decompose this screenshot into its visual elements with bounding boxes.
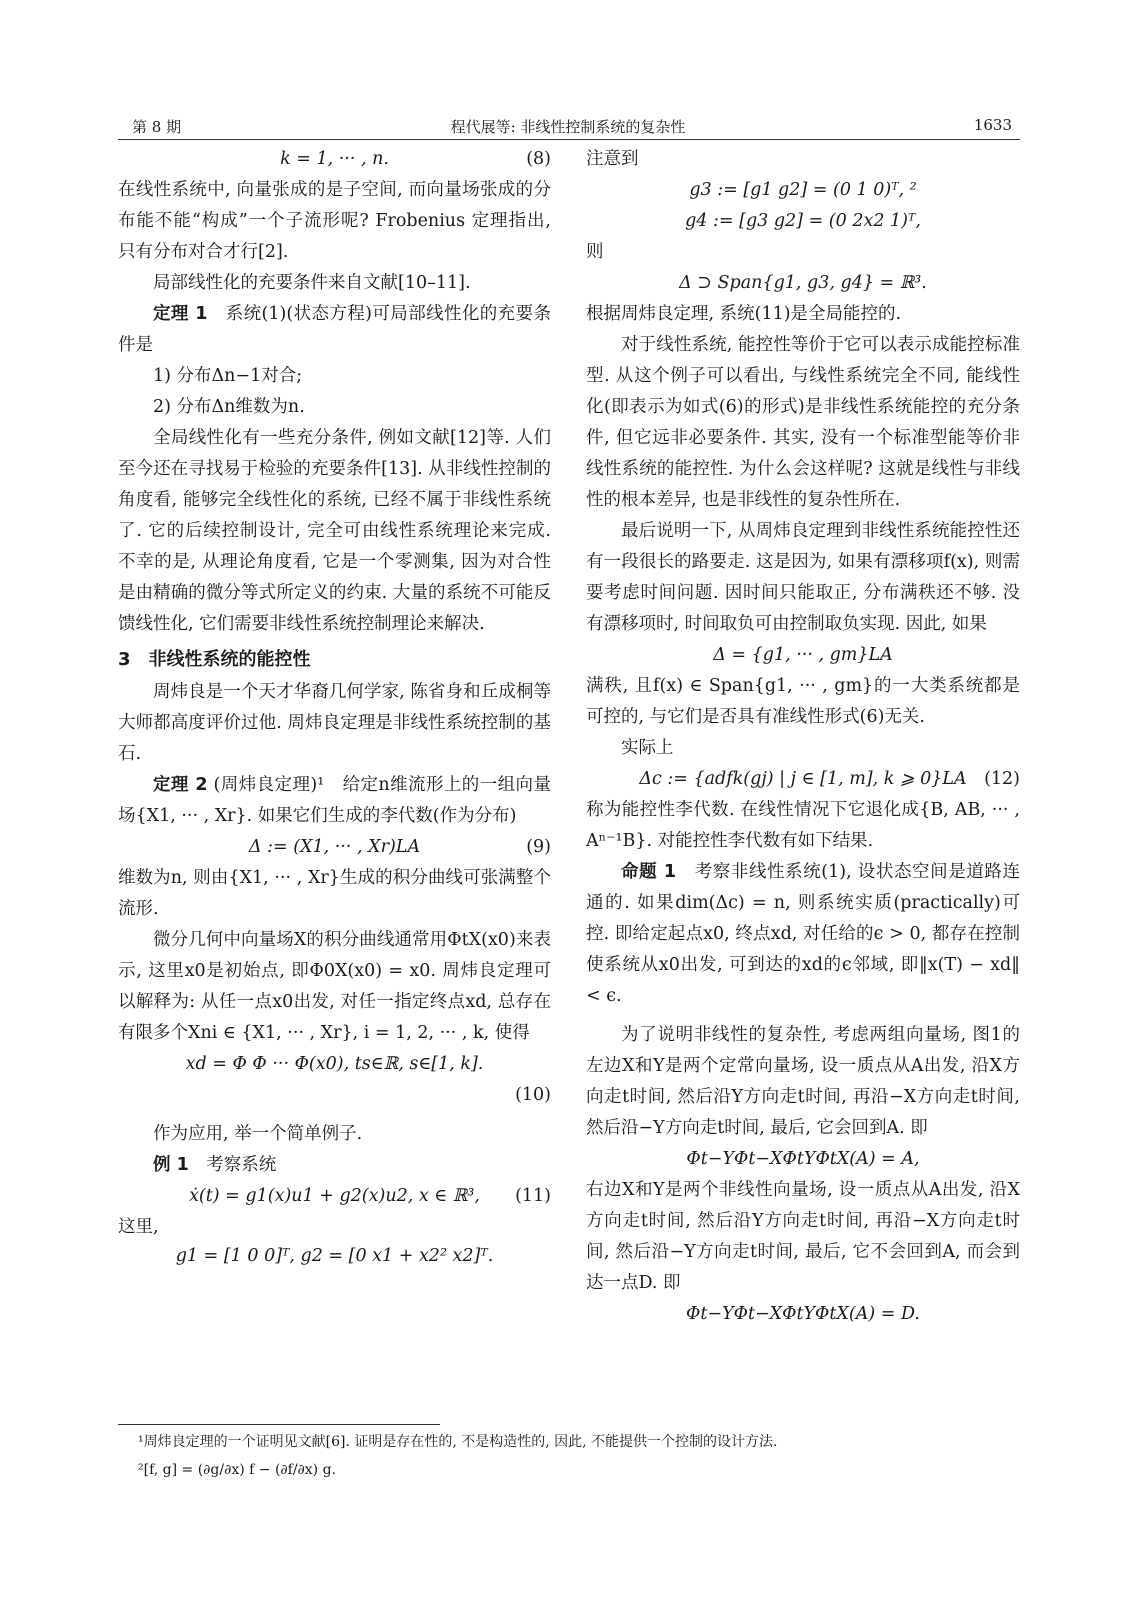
paragraph: 全局线性化有一些充分条件, 例如文献[12]等. 人们至今还在寻找易于检验的充要条件[13]. 从非线性控制的角度看, 能够完全线性化的系统, 已经不属于非线性系统了. 它的后续控制设计, 完全可由线性系统理论来完成. 不幸的是, 从理论角度看, 它是一个零测集, 因为对合性是由精确的微分等式所定义的约束. 大量的系统不可能反馈线性化, 它们需要非线性系统控制理论来解决. <box>118 428 551 634</box>
equation-10-number: (10) <box>515 1085 551 1105</box>
equation-10: xd = Φ Φ ··· Φ(x0), ts∈ℝ, s∈[1, k]. <box>185 1054 484 1074</box>
paragraph: 微分几何中向量场X的积分曲线通常用ΦtX(x0)来表示, 这里x0是初始点, 即Φ0X(x0) = x0. 周炜良定理可以解释为: 从任一点x0出发, 对任一指定终点xd, 总存在有限多个Xni ∈ {X1, ··· , Xr}, i = 1, 2, ··· , k, 使得 <box>118 930 551 1043</box>
equation-9: Δ := (X1, ··· , Xr)LA (9) <box>248 837 551 857</box>
page-number: 1633 <box>973 116 1012 134</box>
equation-span: Δ ⊃ Span{g1, g3, g4} = ℝ³. <box>679 273 927 293</box>
issue-number: 第 8 期 <box>132 118 182 136</box>
paragraph: 称为能控性李代数. 在线性情况下它退化成{B, AB, ··· , Aⁿ⁻¹B}. 对能控性李代数有如下结果. <box>586 800 1020 851</box>
footnote-1: ¹周炜良定理的一个证明见文献[6]. 证明是存在性的, 不是构造性的, 因此, 不能提供一个控制的设计方法. <box>138 1434 778 1450</box>
running-title: 程代展等: 非线性控制系统的复杂性 <box>450 118 686 136</box>
paragraph: 在线性系统中, 向量张成的是子空间, 而向量场张成的分布能不能“构成”一个子流形呢? Frobenius 定理指出, 只有分布对合才行[2]. <box>118 180 551 262</box>
section-heading: 3 非线性系统的能控性 <box>118 649 311 670</box>
right-column <box>586 144 1020 1330</box>
proposition-1: 命题 1 考察非线性系统(1), 设状态空间是道路连通的. 如果dim(Δc) = n, 则系统实质(practically)可控. 即给定起点x0, 终点xd, 对任给的ϵ > 0, 都存在控制使系统从x0出发, 可到达的xd的ϵ邻域, 即‖x(T) − xd‖ < ϵ. <box>586 862 1020 1006</box>
equation-delta: Δ = {g1, ··· , gm}LA <box>713 645 893 665</box>
proposition-label: 命题 1 <box>621 862 677 882</box>
paragraph: 根据周炜良定理, 系统(11)是全局能控的. <box>586 304 902 324</box>
equation-8: k = 1, ··· , n. (8) <box>280 149 551 169</box>
paragraph: 作为应用, 举一个简单例子. <box>153 1124 363 1144</box>
equation-g3: g3 := [g1 g2] = (0 1 0)ᵀ, ² <box>689 180 917 200</box>
paragraph: 则 <box>586 242 604 262</box>
theorem-2: 定理 2 (周炜良定理)¹ 给定n维流形上的一组向量场{X1, ··· , Xr}. 如果它们生成的李代数(作为分布) <box>118 775 551 826</box>
paragraph: 这里, <box>118 1217 159 1237</box>
footnote-2: ²[f, g] = (∂g/∂x) f − (∂f/∂x) g. <box>138 1462 337 1478</box>
equation-return-a: Φt−YΦt−XΦtYΦtX(A) = A, <box>686 1149 920 1169</box>
theorem-label: 定理 2 <box>153 775 208 795</box>
paragraph: 满秩, 且f(x) ∈ Span{g1, ··· , gm}的一大类系统都是可控的, 与它们是否具有准线性形式(6)无关. <box>586 676 1020 727</box>
paragraph: 局部线性化的充要条件来自文献[10–11]. <box>153 273 471 293</box>
example-1: 例 1 考察系统 <box>153 1155 277 1175</box>
example-label: 例 1 <box>153 1155 189 1175</box>
paragraph: 最后说明一下, 从周炜良定理到非线性系统能控性还有一段很长的路要走. 这是因为, 如果有漂移项f(x), 则需要考虑时间问题. 因时间只能取正, 分布满秩还不够. 没有漂移项时, 时间取负可由控制取负实现. 因此, 如果 <box>586 521 1020 634</box>
theorem-label: 定理 1 <box>153 304 208 324</box>
footnotes <box>118 1428 1018 1484</box>
condition-1: 1) 分布Δn−1对合; <box>153 366 303 386</box>
page-header <box>118 116 1018 138</box>
equation-g4: g4 := [g3 g2] = (0 2x2 1)ᵀ, <box>685 211 921 231</box>
paragraph: 实际上 <box>621 738 674 758</box>
header-rule <box>118 139 1020 140</box>
equation-11: ẋ(t) = g1(x)u1 + g2(x)u2, x ∈ ℝ³, (11) <box>189 1186 551 1206</box>
equation-12: Δc := {adfk(gj) | j ∈ [1, m], k ⩾ 0}LA (12) <box>639 769 1020 789</box>
paragraph: 对于线性系统, 能控性等价于它可以表示成能控标准型. 从这个例子可以看出, 与线性系统完全不同, 能线性化(即表示为如式(6)的形式)是非线性系统能控的充分条件, 但它远非必要条件. 其实, 没有一个标准型能等价非线性系统的能控性. 为什么会这样呢? 这就是线性与非线性的根本差异, 也是非线性的复杂性所在. <box>586 335 1020 510</box>
equation-reach-d: Φt−YΦt−XΦtYΦtX(A) = D. <box>686 1304 920 1324</box>
footnote-rule <box>118 1424 440 1425</box>
paragraph: 维数为n, 则由{X1, ··· , Xr}生成的积分曲线可张满整个流形. <box>118 868 551 919</box>
theorem-1: 定理 1 系统(1)(状态方程)可局部线性化的充要条件是 <box>118 304 551 355</box>
paragraph: 右边X和Y是两个非线性向量场, 设一质点从A出发, 沿X方向走t时间, 然后沿Y方向走t时间, 再沿−X方向走t时间, 然后沿−Y方向走t时间, 最后, 它不会回到A, 而会到达一点D. 即 <box>586 1180 1020 1293</box>
left-column <box>118 144 551 1333</box>
condition-2: 2) 分布Δn维数为n. <box>153 397 305 417</box>
matrix-equation: g1 = [1 0 0]ᵀ, g2 = [0 x1 + x2² x2]ᵀ. <box>175 1246 494 1266</box>
paragraph: 为了说明非线性的复杂性, 考虑两组向量场, 图1的左边X和Y是两个定常向量场, 设一质点从A出发, 沿X方向走t时间, 然后沿Y方向走t时间, 再沿−X方向走t时间, 然后沿−Y方向走t时间, 最后, 它会回到A. 即 <box>586 1025 1020 1138</box>
paragraph: 注意到 <box>586 149 639 169</box>
paragraph: 周炜良是一个天才华裔几何学家, 陈省身和丘成桐等大师都高度评价过他. 周炜良定理是非线性系统控制的基石. <box>118 682 551 764</box>
